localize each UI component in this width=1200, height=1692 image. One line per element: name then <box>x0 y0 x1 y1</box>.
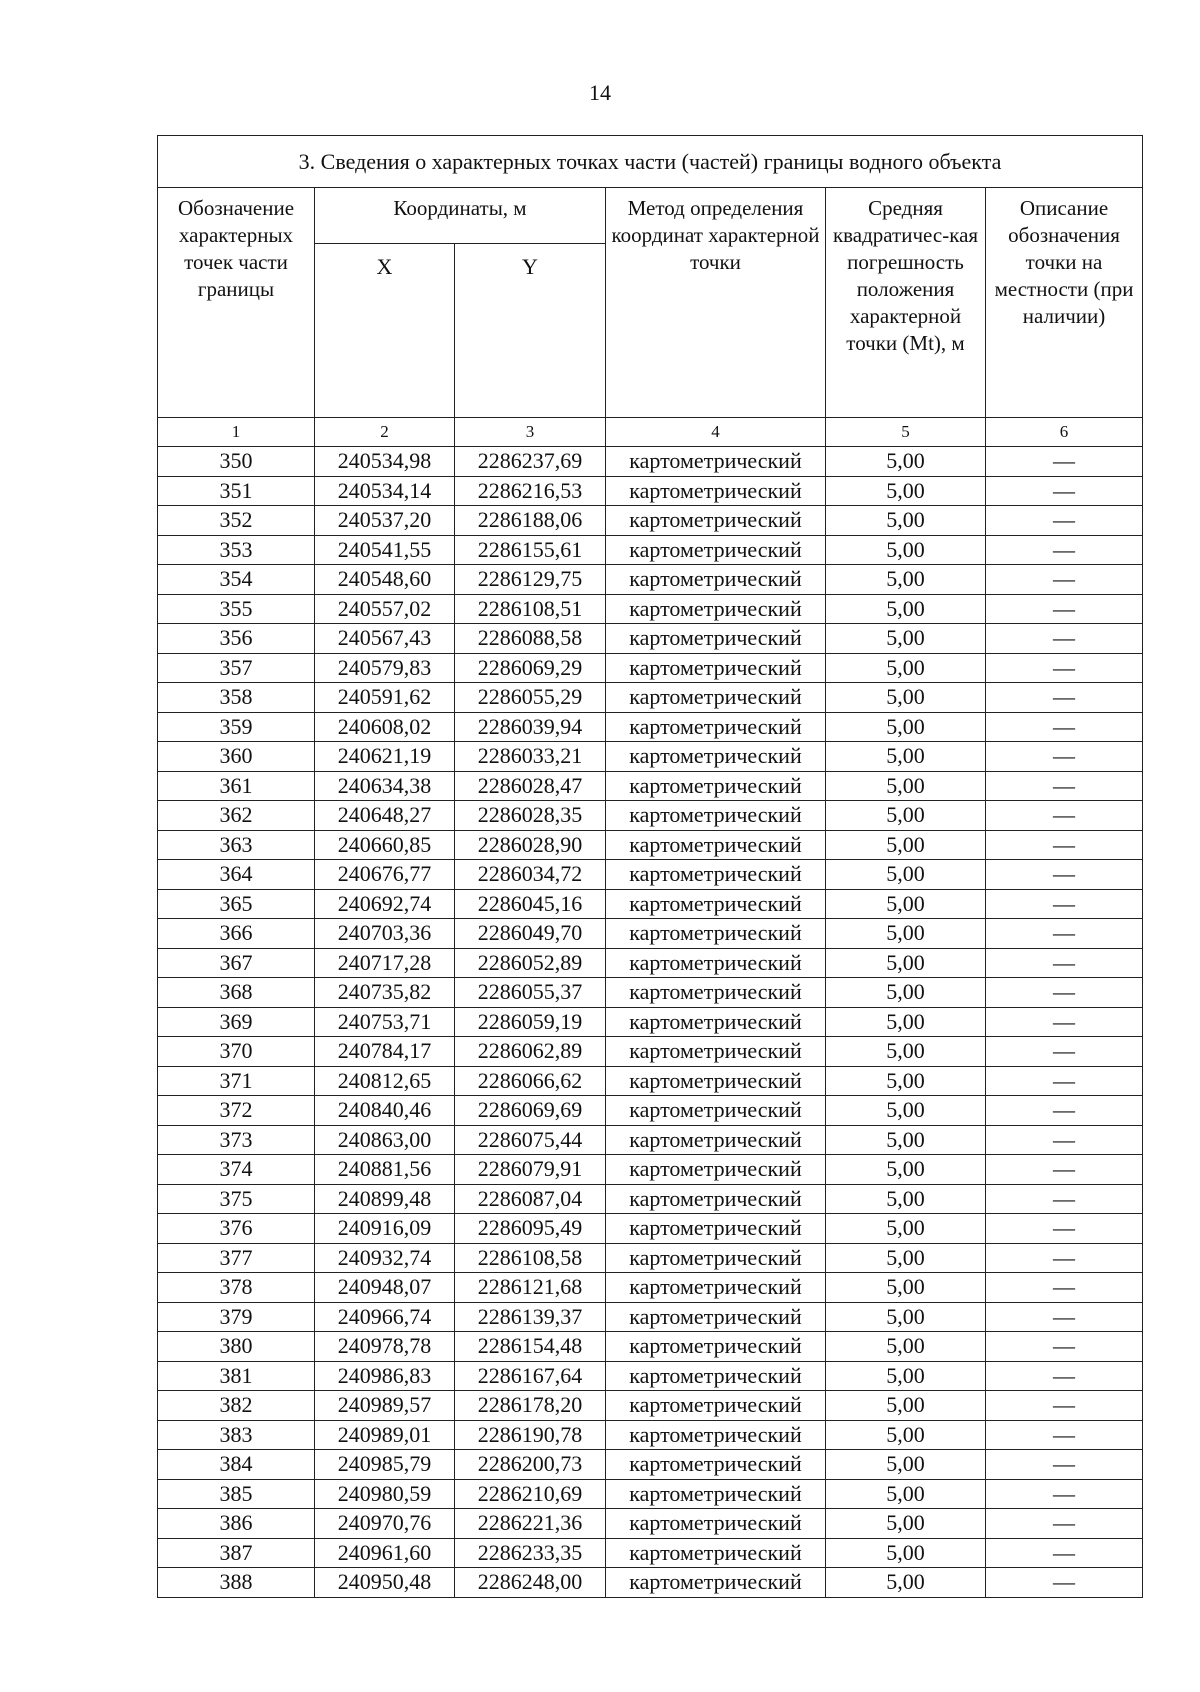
x-cell: 240621,19 <box>315 742 455 772</box>
point-cell: 387 <box>158 1538 315 1568</box>
x-cell: 240840,46 <box>315 1096 455 1126</box>
y-cell: 2286028,47 <box>455 771 606 801</box>
point-cell: 379 <box>158 1302 315 1332</box>
table-row <box>158 1568 1143 1598</box>
method-cell: картометрический <box>606 978 826 1008</box>
y-cell: 2286055,29 <box>455 683 606 713</box>
method-cell: картометрический <box>606 771 826 801</box>
description-cell: — <box>986 1037 1143 1067</box>
y-cell: 2286059,19 <box>455 1007 606 1037</box>
x-cell: 240916,09 <box>315 1214 455 1244</box>
mt-cell: 5,00 <box>826 1096 986 1126</box>
table-row <box>158 830 1143 860</box>
point-cell: 359 <box>158 712 315 742</box>
mt-cell: 5,00 <box>826 889 986 919</box>
table-row <box>158 978 1143 1008</box>
table-row <box>158 1361 1143 1391</box>
mt-cell: 5,00 <box>826 1420 986 1450</box>
y-cell: 2286121,68 <box>455 1273 606 1303</box>
table-row <box>158 1302 1143 1332</box>
method-cell: картометрический <box>606 1361 826 1391</box>
table-row <box>158 948 1143 978</box>
x-cell: 240932,74 <box>315 1243 455 1273</box>
method-cell: картометрический <box>606 1391 826 1421</box>
x-cell: 240961,60 <box>315 1538 455 1568</box>
y-cell: 2286178,20 <box>455 1391 606 1421</box>
mt-cell: 5,00 <box>826 1391 986 1421</box>
mt-cell: 5,00 <box>826 653 986 683</box>
point-cell: 368 <box>158 978 315 1008</box>
x-cell: 240648,27 <box>315 801 455 831</box>
y-cell: 2286095,49 <box>455 1214 606 1244</box>
x-cell: 240660,85 <box>315 830 455 860</box>
table-row <box>158 712 1143 742</box>
point-cell: 381 <box>158 1361 315 1391</box>
method-cell: картометрический <box>606 447 826 477</box>
method-cell: картометрический <box>606 1243 826 1273</box>
point-cell: 356 <box>158 624 315 654</box>
method-cell: картометрический <box>606 801 826 831</box>
table-row <box>158 1420 1143 1450</box>
table-row <box>158 771 1143 801</box>
table-body <box>158 447 1143 1598</box>
method-cell: картометрический <box>606 1302 826 1332</box>
x-cell: 240863,00 <box>315 1125 455 1155</box>
method-cell: картометрический <box>606 594 826 624</box>
mt-cell: 5,00 <box>826 1214 986 1244</box>
method-cell: картометрический <box>606 624 826 654</box>
header-x: X <box>315 244 455 418</box>
point-cell: 373 <box>158 1125 315 1155</box>
column-numbers-row <box>158 418 1143 447</box>
x-cell: 240717,28 <box>315 948 455 978</box>
point-cell: 363 <box>158 830 315 860</box>
mt-cell: 5,00 <box>826 1361 986 1391</box>
mt-cell: 5,00 <box>826 1302 986 1332</box>
x-cell: 240608,02 <box>315 712 455 742</box>
description-cell: — <box>986 1184 1143 1214</box>
description-cell: — <box>986 742 1143 772</box>
method-cell: картометрический <box>606 1509 826 1539</box>
method-cell: картометрический <box>606 476 826 506</box>
table-row <box>158 860 1143 890</box>
y-cell: 2286233,35 <box>455 1538 606 1568</box>
table-row <box>158 594 1143 624</box>
method-cell: картометрический <box>606 1037 826 1067</box>
method-cell: картометрический <box>606 506 826 536</box>
y-cell: 2286062,89 <box>455 1037 606 1067</box>
point-cell: 361 <box>158 771 315 801</box>
description-cell: — <box>986 476 1143 506</box>
x-cell: 240534,14 <box>315 476 455 506</box>
method-cell: картометрический <box>606 889 826 919</box>
table-row <box>158 653 1143 683</box>
method-cell: картометрический <box>606 1096 826 1126</box>
header-description: Описание обозначения точки на местности (при наличии) <box>986 188 1143 418</box>
x-cell: 240950,48 <box>315 1568 455 1598</box>
description-cell: — <box>986 1361 1143 1391</box>
y-cell: 2286034,72 <box>455 860 606 890</box>
description-cell: — <box>986 653 1143 683</box>
column-number: 4 <box>606 418 826 447</box>
description-cell: — <box>986 1066 1143 1096</box>
x-cell: 240703,36 <box>315 919 455 949</box>
y-cell: 2286088,58 <box>455 624 606 654</box>
mt-cell: 5,00 <box>826 506 986 536</box>
description-cell: — <box>986 1125 1143 1155</box>
description-cell: — <box>986 447 1143 477</box>
mt-cell: 5,00 <box>826 594 986 624</box>
point-cell: 370 <box>158 1037 315 1067</box>
table-row <box>158 1184 1143 1214</box>
y-cell: 2286108,58 <box>455 1243 606 1273</box>
description-cell: — <box>986 1450 1143 1480</box>
point-cell: 353 <box>158 535 315 565</box>
method-cell: картометрический <box>606 742 826 772</box>
y-cell: 2286188,06 <box>455 506 606 536</box>
mt-cell: 5,00 <box>826 801 986 831</box>
description-cell: — <box>986 1243 1143 1273</box>
y-cell: 2286066,62 <box>455 1066 606 1096</box>
method-cell: картометрический <box>606 1420 826 1450</box>
method-cell: картометрический <box>606 1125 826 1155</box>
y-cell: 2286221,36 <box>455 1509 606 1539</box>
x-cell: 240784,17 <box>315 1037 455 1067</box>
mt-cell: 5,00 <box>826 1538 986 1568</box>
table-row <box>158 889 1143 919</box>
method-cell: картометрический <box>606 1332 826 1362</box>
x-cell: 240980,59 <box>315 1479 455 1509</box>
x-cell: 240579,83 <box>315 653 455 683</box>
point-cell: 355 <box>158 594 315 624</box>
point-cell: 388 <box>158 1568 315 1598</box>
point-cell: 372 <box>158 1096 315 1126</box>
table-row <box>158 1391 1143 1421</box>
table-row <box>158 506 1143 536</box>
description-cell: — <box>986 860 1143 890</box>
method-cell: картометрический <box>606 712 826 742</box>
mt-cell: 5,00 <box>826 919 986 949</box>
table-row <box>158 1509 1143 1539</box>
table-row <box>158 1450 1143 1480</box>
x-cell: 240541,55 <box>315 535 455 565</box>
header-method: Метод определения координат характерной точки <box>606 188 826 418</box>
x-cell: 240735,82 <box>315 978 455 1008</box>
table-row <box>158 535 1143 565</box>
method-cell: картометрический <box>606 1007 826 1037</box>
x-cell: 240567,43 <box>315 624 455 654</box>
table-row <box>158 1037 1143 1067</box>
y-cell: 2286079,91 <box>455 1155 606 1185</box>
x-cell: 240966,74 <box>315 1302 455 1332</box>
column-number: 6 <box>986 418 1143 447</box>
x-cell: 240899,48 <box>315 1184 455 1214</box>
method-cell: картометрический <box>606 1568 826 1598</box>
point-cell: 358 <box>158 683 315 713</box>
column-number: 1 <box>158 418 315 447</box>
table-row <box>158 565 1143 595</box>
point-cell: 360 <box>158 742 315 772</box>
method-cell: картометрический <box>606 860 826 890</box>
x-cell: 240537,20 <box>315 506 455 536</box>
mt-cell: 5,00 <box>826 447 986 477</box>
y-cell: 2286087,04 <box>455 1184 606 1214</box>
column-number: 5 <box>826 418 986 447</box>
boundary-points-table <box>157 135 1143 1598</box>
y-cell: 2286210,69 <box>455 1479 606 1509</box>
y-cell: 2286028,35 <box>455 801 606 831</box>
y-cell: 2286216,53 <box>455 476 606 506</box>
mt-cell: 5,00 <box>826 1007 986 1037</box>
description-cell: — <box>986 1332 1143 1362</box>
point-cell: 382 <box>158 1391 315 1421</box>
y-cell: 2286052,89 <box>455 948 606 978</box>
point-cell: 385 <box>158 1479 315 1509</box>
y-cell: 2286049,70 <box>455 919 606 949</box>
y-cell: 2286139,37 <box>455 1302 606 1332</box>
header-y: Y <box>455 244 606 418</box>
point-cell: 386 <box>158 1509 315 1539</box>
point-cell: 376 <box>158 1214 315 1244</box>
description-cell: — <box>986 506 1143 536</box>
x-cell: 240534,98 <box>315 447 455 477</box>
header-coordinates: Координаты, м <box>315 188 606 244</box>
table-row <box>158 1273 1143 1303</box>
description-cell: — <box>986 1273 1143 1303</box>
y-cell: 2286039,94 <box>455 712 606 742</box>
description-cell: — <box>986 1568 1143 1598</box>
mt-cell: 5,00 <box>826 1273 986 1303</box>
description-cell: — <box>986 594 1143 624</box>
header-error: Средняя квадратичес-кая погрешность положения характерной точки (Mt), м <box>826 188 986 418</box>
method-cell: картометрический <box>606 683 826 713</box>
method-cell: картометрический <box>606 653 826 683</box>
point-cell: 351 <box>158 476 315 506</box>
description-cell: — <box>986 1538 1143 1568</box>
table-row <box>158 1125 1143 1155</box>
description-cell: — <box>986 683 1143 713</box>
point-cell: 377 <box>158 1243 315 1273</box>
table-row <box>158 801 1143 831</box>
x-cell: 240634,38 <box>315 771 455 801</box>
table-row <box>158 1538 1143 1568</box>
table-row <box>158 1007 1143 1037</box>
point-cell: 364 <box>158 860 315 890</box>
method-cell: картометрический <box>606 1155 826 1185</box>
description-cell: — <box>986 535 1143 565</box>
y-cell: 2286129,75 <box>455 565 606 595</box>
description-cell: — <box>986 1479 1143 1509</box>
method-cell: картометрический <box>606 1538 826 1568</box>
description-cell: — <box>986 1155 1143 1185</box>
y-cell: 2286200,73 <box>455 1450 606 1480</box>
x-cell: 240591,62 <box>315 683 455 713</box>
description-cell: — <box>986 1096 1143 1126</box>
x-cell: 240989,01 <box>315 1420 455 1450</box>
column-number: 3 <box>455 418 606 447</box>
mt-cell: 5,00 <box>826 948 986 978</box>
description-cell: — <box>986 978 1143 1008</box>
y-cell: 2286069,69 <box>455 1096 606 1126</box>
x-cell: 240676,77 <box>315 860 455 890</box>
method-cell: картометрический <box>606 565 826 595</box>
y-cell: 2286237,69 <box>455 447 606 477</box>
description-cell: — <box>986 889 1143 919</box>
y-cell: 2286045,16 <box>455 889 606 919</box>
mt-cell: 5,00 <box>826 1243 986 1273</box>
point-cell: 374 <box>158 1155 315 1185</box>
table-row <box>158 1243 1143 1273</box>
mt-cell: 5,00 <box>826 1509 986 1539</box>
table-row <box>158 1214 1143 1244</box>
mt-cell: 5,00 <box>826 1568 986 1598</box>
y-cell: 2286248,00 <box>455 1568 606 1598</box>
mt-cell: 5,00 <box>826 742 986 772</box>
x-cell: 240692,74 <box>315 889 455 919</box>
y-cell: 2286069,29 <box>455 653 606 683</box>
mt-cell: 5,00 <box>826 535 986 565</box>
point-cell: 369 <box>158 1007 315 1037</box>
table-row <box>158 624 1143 654</box>
table-row <box>158 919 1143 949</box>
point-cell: 366 <box>158 919 315 949</box>
y-cell: 2286033,21 <box>455 742 606 772</box>
y-cell: 2286075,44 <box>455 1125 606 1155</box>
point-cell: 357 <box>158 653 315 683</box>
y-cell: 2286167,64 <box>455 1361 606 1391</box>
point-cell: 371 <box>158 1066 315 1096</box>
table-row <box>158 1155 1143 1185</box>
x-cell: 240881,56 <box>315 1155 455 1185</box>
x-cell: 240986,83 <box>315 1361 455 1391</box>
table-row <box>158 1479 1143 1509</box>
x-cell: 240557,02 <box>315 594 455 624</box>
description-cell: — <box>986 801 1143 831</box>
mt-cell: 5,00 <box>826 1155 986 1185</box>
y-cell: 2286155,61 <box>455 535 606 565</box>
mt-cell: 5,00 <box>826 1479 986 1509</box>
point-cell: 378 <box>158 1273 315 1303</box>
description-cell: — <box>986 771 1143 801</box>
point-cell: 350 <box>158 447 315 477</box>
mt-cell: 5,00 <box>826 1125 986 1155</box>
method-cell: картометрический <box>606 1214 826 1244</box>
point-cell: 352 <box>158 506 315 536</box>
mt-cell: 5,00 <box>826 771 986 801</box>
description-cell: — <box>986 1007 1143 1037</box>
description-cell: — <box>986 919 1143 949</box>
method-cell: картометрический <box>606 919 826 949</box>
description-cell: — <box>986 624 1143 654</box>
mt-cell: 5,00 <box>826 1332 986 1362</box>
y-cell: 2286055,37 <box>455 978 606 1008</box>
description-cell: — <box>986 1420 1143 1450</box>
mt-cell: 5,00 <box>826 1184 986 1214</box>
x-cell: 240970,76 <box>315 1509 455 1539</box>
mt-cell: 5,00 <box>826 624 986 654</box>
y-cell: 2286028,90 <box>455 830 606 860</box>
table-row <box>158 1096 1143 1126</box>
page-number: 14 <box>589 80 611 105</box>
y-cell: 2286108,51 <box>455 594 606 624</box>
x-cell: 240989,57 <box>315 1391 455 1421</box>
mt-cell: 5,00 <box>826 1037 986 1067</box>
method-cell: картометрический <box>606 1479 826 1509</box>
x-cell: 240978,78 <box>315 1332 455 1362</box>
mt-cell: 5,00 <box>826 1450 986 1480</box>
description-cell: — <box>986 1302 1143 1332</box>
x-cell: 240548,60 <box>315 565 455 595</box>
point-cell: 383 <box>158 1420 315 1450</box>
description-cell: — <box>986 830 1143 860</box>
x-cell: 240985,79 <box>315 1450 455 1480</box>
method-cell: картометрический <box>606 948 826 978</box>
point-cell: 375 <box>158 1184 315 1214</box>
point-cell: 380 <box>158 1332 315 1362</box>
mt-cell: 5,00 <box>826 476 986 506</box>
description-cell: — <box>986 565 1143 595</box>
mt-cell: 5,00 <box>826 860 986 890</box>
y-cell: 2286190,78 <box>455 1420 606 1450</box>
table-row <box>158 447 1143 477</box>
method-cell: картометрический <box>606 1066 826 1096</box>
table-row <box>158 1332 1143 1362</box>
table-row <box>158 1066 1143 1096</box>
point-cell: 384 <box>158 1450 315 1480</box>
method-cell: картометрический <box>606 1184 826 1214</box>
mt-cell: 5,00 <box>826 712 986 742</box>
x-cell: 240812,65 <box>315 1066 455 1096</box>
table-row <box>158 476 1143 506</box>
table-row <box>158 742 1143 772</box>
mt-cell: 5,00 <box>826 565 986 595</box>
table-row <box>158 683 1143 713</box>
description-cell: — <box>986 948 1143 978</box>
point-cell: 367 <box>158 948 315 978</box>
description-cell: — <box>986 712 1143 742</box>
description-cell: — <box>986 1214 1143 1244</box>
point-cell: 354 <box>158 565 315 595</box>
description-cell: — <box>986 1391 1143 1421</box>
mt-cell: 5,00 <box>826 1066 986 1096</box>
mt-cell: 5,00 <box>826 683 986 713</box>
section-title: 3. Сведения о характерных точках части (частей) границы водного объекта <box>158 136 1143 188</box>
x-cell: 240753,71 <box>315 1007 455 1037</box>
method-cell: картометрический <box>606 1450 826 1480</box>
column-number: 2 <box>315 418 455 447</box>
header-point-designation: Обозначение характерных точек части границы <box>158 188 315 418</box>
point-cell: 362 <box>158 801 315 831</box>
method-cell: картометрический <box>606 535 826 565</box>
method-cell: картометрический <box>606 830 826 860</box>
mt-cell: 5,00 <box>826 978 986 1008</box>
point-cell: 365 <box>158 889 315 919</box>
description-cell: — <box>986 1509 1143 1539</box>
y-cell: 2286154,48 <box>455 1332 606 1362</box>
method-cell: картометрический <box>606 1273 826 1303</box>
mt-cell: 5,00 <box>826 830 986 860</box>
x-cell: 240948,07 <box>315 1273 455 1303</box>
